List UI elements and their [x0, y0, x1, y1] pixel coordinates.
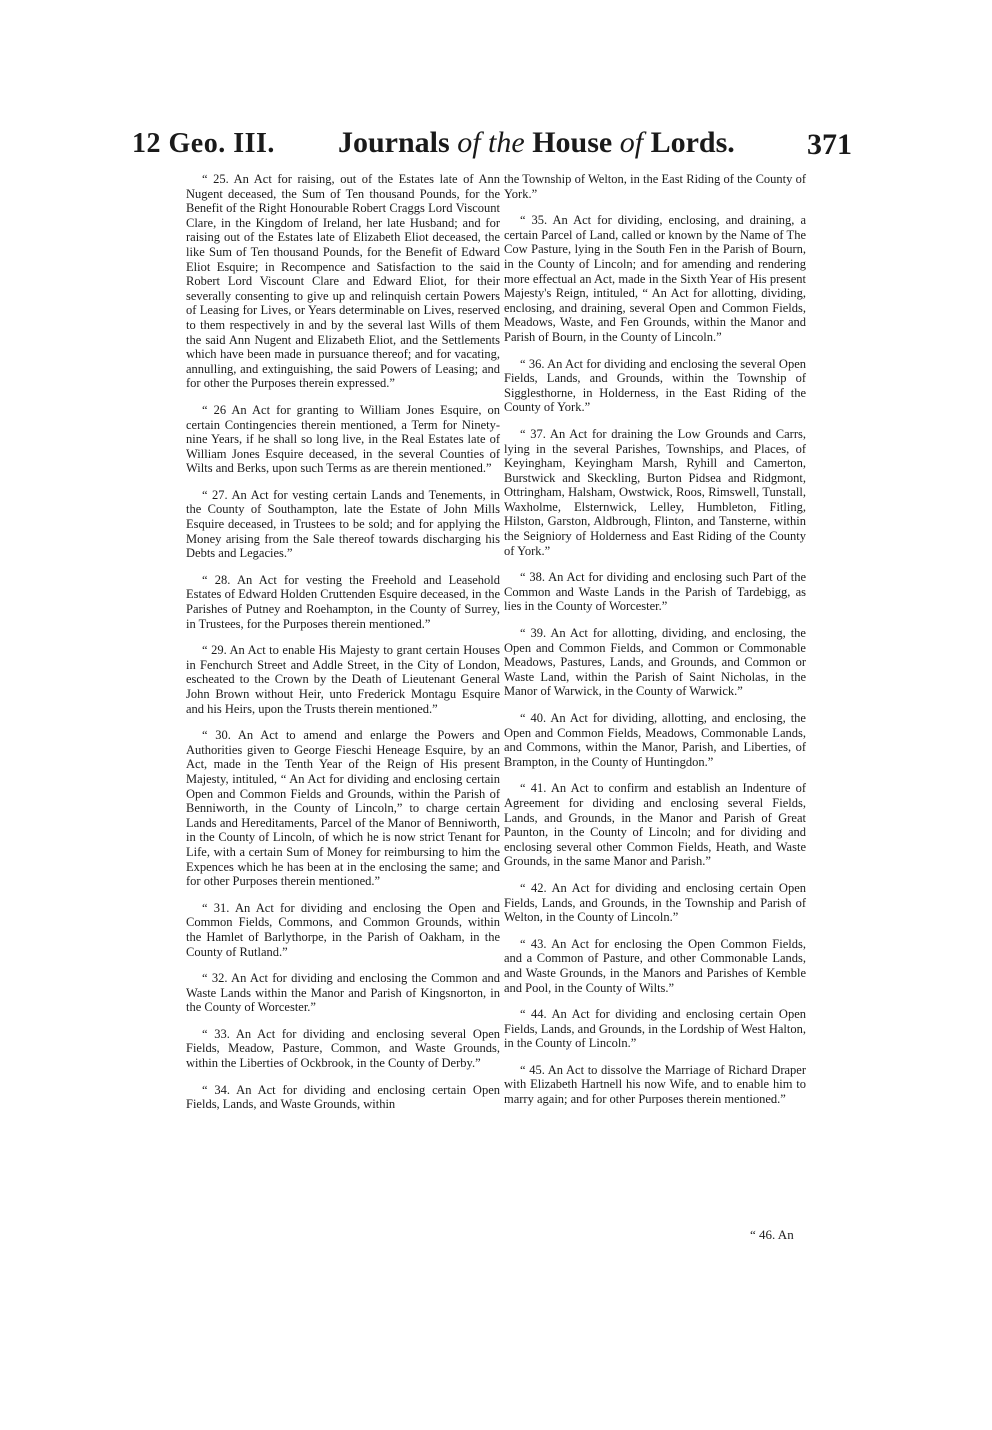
- journal-title: [338, 126, 735, 160]
- act-paragraph: “ 38. An Act for dividing and enclosing such Part of the Common and Waste Lands in the Parish of Tardebigg, as lies in the County of Worcester.”: [504, 570, 806, 614]
- title-part: Lords.: [650, 126, 735, 159]
- act-paragraph: “ 39. An Act for allotting, dividing, and enclosing, the Open and Common Fields, and Common or Commonable Meadows, Pastures, Lands, and Grounds, and Common or Waste Land, within the Parish of Saint Nicholas, in the Manor of Warwick, in the County of Warwick.”: [504, 626, 806, 699]
- title-part: of the: [457, 126, 533, 159]
- act-paragraph: “ 42. An Act for dividing and enclosing certain Open Fields, Lands, and Grounds, in the Township and Parish of Welton, in the County of Lincoln.”: [504, 880, 806, 925]
- title-part: House: [532, 126, 620, 159]
- regnal-year: 12 Geo. III.: [132, 128, 275, 159]
- right-column: [504, 172, 806, 1119]
- act-paragraph: “ 40. An Act for dividing, allotting, and enclosing, the Open and Common Fields, Meadows, Commonable Lands, and Commons, within the Manor, Parish, and Liberties, of Brampton, in the County of Huntingdon.”: [504, 711, 806, 769]
- catchword: “ 46. An: [750, 1227, 794, 1242]
- act-paragraph: “ 34. An Act for dividing and enclosing certain Open Fields, Lands, and Waste Grounds, within: [186, 1082, 500, 1112]
- act-paragraph: “ 28. An Act for vesting the Freehold and Leasehold Estates of Edward Holden Cruttenden Esquire deceased, in the Parishes of Putney and Roehampton, in the County of Surrey, in Trustees, for the Purposes therein mentioned.”: [186, 572, 500, 631]
- act-paragraph: “ 32. An Act for dividing and enclosing the Common and Waste Lands within the Manor and Parish of Kingsnorton, in the County of Worcester.”: [186, 971, 500, 1015]
- act-paragraph: “ 45. An Act to dissolve the Marriage of Richard Draper with Elizabeth Hartnell his now Wife, and to enable him to marry again; and for other Purposes therein mentioned.”: [504, 1062, 806, 1107]
- act-paragraph: “ 29. An Act to enable His Majesty to grant certain Houses in Fenchurch Street and Addle Street, in the City of London, escheated to the Crown by the Death of Lieutenant General John Brown without Heir, unto Frederick Montagu Esquire and his Heirs, upon the Trusts therein mentioned.”: [186, 643, 500, 716]
- act-paragraph: “ 35. An Act for dividing, enclosing, and draining, a certain Parcel of Land, called or known by the Name of The Cow Pasture, lying in the South Fen in the Parish of Bourn, in the County of Lincoln; and for amending and rendering more effectual an Act, made in the Sixth Year of His present Majesty's Reign, intituled, “ An Act for allotting, dividing, enclosing, and draining, several Open and Common Fields, Meadows, Waste, and Fen Grounds, within the Manor and Parish of Bourn, in the County of Lincoln.”: [504, 213, 806, 344]
- title-part: of: [619, 126, 651, 159]
- act-paragraph: “ 41. An Act to confirm and establish an Indenture of Agreement for dividing and enclosing several Fields, Lands, and Grounds, in the Manor and Parish of Great Paunton, in the County of Lincoln; and for dividing and enclosing several other Common Fields, Heath, and Waste Grounds, in the same Manor and Parish.”: [504, 781, 806, 869]
- act-paragraph: “ 31. An Act for dividing and enclosing the Open and Common Fields, Commons, and Common Grounds, within the Hamlet of Barlythorpe, in the Parish of Oakham, in the County of Rutland.”: [186, 900, 500, 959]
- act-paragraph: “ 30. An Act to amend and enlarge the Powers and Authorities given to George Fieschi Heneage Esquire, by an Act, made in the Tenth Year of the Reign of His present Majesty, intituled, “ An Act for dividing and enclosing certain Open and Common Fields and Grounds, within the Parish of Benniworth, in the County of Lincoln,” to charge certain Lands and Hereditaments, Parcel of the Manor of Benniworth, in the County of Lincoln, of which he is now strict Tenant for Life, with a certain Sum of Money for reimbursing to him the Expences which he has been at in the enclosing the same; and for other Purposes therein mentioned.”: [186, 728, 500, 889]
- act-paragraph: “ 37. An Act for draining the Low Grounds and Carrs, lying in the several Parishes, Townships, and Places, of Keyingham, Keyingham Marsh, Ryhill and Camerton, Burstwick and Skeckling, Burton Pidsea and Ridgmont, Ottringham, Halsham, Owstwick, Roos, Rimswell, Tunstall, Waxholme, Elsternwick, Lelley, Humbleton, Fitling, Hilston, Garston, Aldbrough, Flinton, and Tansterne, within the Seigniory of Holderness and East Riding of the County of York.”: [504, 426, 806, 558]
- act-paragraph: “ 25. An Act for raising, out of the Estates late of Ann Nugent deceased, the Sum of Ten thousand Pounds, for the Benefit of the Right Honourable Robert Craggs Lord Viscount Clare, in the Kingdom of Ireland, her late Husband; and for raising out of the Estates late of Elizabeth Eliot deceased, the like Sum of Ten thousand Pounds, for the Benefit of Edward Eliot Esquire; in Recompence and Satisfaction to the said Robert Lord Viscount Clare and Edward Eliot, for their severally consenting to give up and relinquish certain Powers of Leasing for Lives, or Years determinable on Lives, reserved to them respectively in and by the several last Wills of them the said Ann Nugent and Elizabeth Eliot, and the Settlements which have been made in pursuance thereof; and for vacating, annulling, and extinguishing, the said Powers of Leasing; and for other the Purposes therein expressed.”: [186, 172, 500, 391]
- act-paragraph: “ 44. An Act for dividing and enclosing certain Open Fields, Lands, and Grounds, in the Lordship of West Halton, in the County of Lincoln.”: [504, 1007, 806, 1051]
- left-column: [186, 172, 500, 1124]
- page-number: 371: [807, 128, 852, 161]
- act-paragraph: “ 36. An Act for dividing and enclosing the several Open Fields, Lands, and Grounds, within the Township of Sigglesthorne, in Holderness, in the East Riding of the County of York.”: [504, 356, 806, 415]
- page-header: [132, 112, 852, 172]
- act-paragraph-continued: the Township of Welton, in the East Riding of the County of York.”: [504, 172, 806, 201]
- act-paragraph: “ 33. An Act for dividing and enclosing several Open Fields, Meadow, Pasture, Common, and Waste Grounds, within the Liberties of Ockbrook, in the County of Derby.”: [186, 1026, 500, 1071]
- act-paragraph: “ 43. An Act for enclosing the Open Common Fields, and a Common of Pasture, and other Commonable Lands, and Waste Grounds, in the Manors and Parishes of Kemble and Pool, in the County of Wilts.”: [504, 936, 806, 995]
- act-paragraph: “ 26 An Act for granting to William Jones Esquire, on certain Contingencies therein mentioned, a Term for Ninety-nine Years, if he shall so long live, in the Real Estates late of William Jones Esquire deceased, in the several Counties of Wilts and Berks, upon such Terms as are therein mentioned.”: [186, 402, 500, 476]
- title-part: Journals: [338, 126, 458, 159]
- act-paragraph: “ 27. An Act for vesting certain Lands and Tenements, in the County of Southampton, late the Estate of John Mills Esquire deceased, in Trustees to be sold; and for applying the Money arising from the Sale thereof towards discharging his Debts and Legacies.”: [186, 487, 500, 561]
